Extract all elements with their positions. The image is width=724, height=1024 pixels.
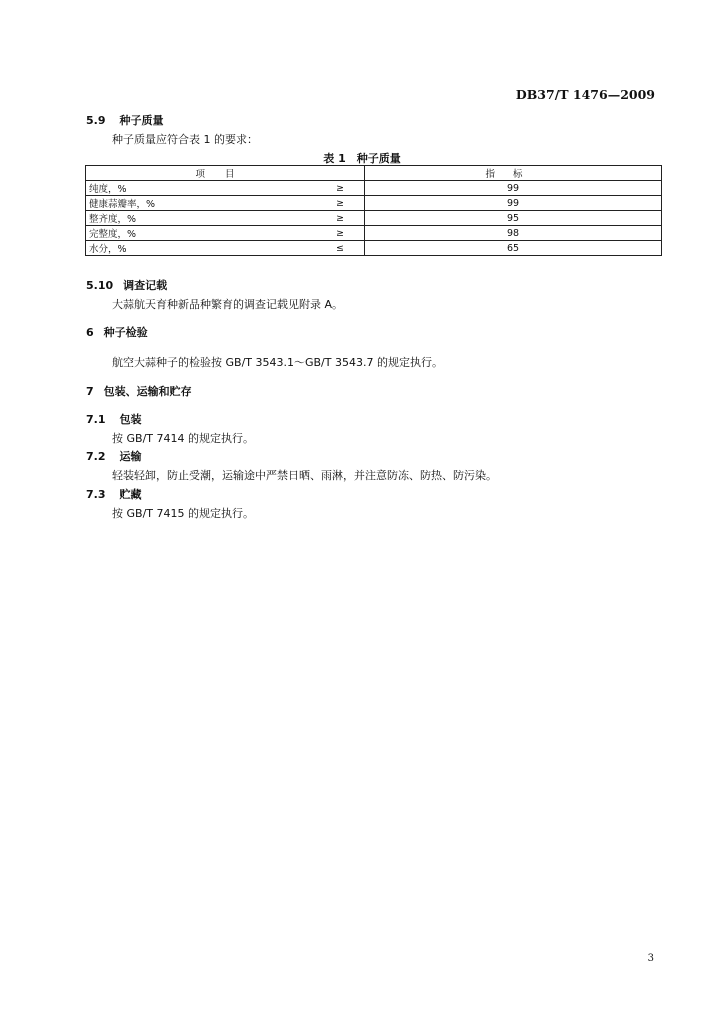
section-number: 7.2 <box>86 450 106 463</box>
section-6-text: 航空大蒜种子的检验按 GB/T 3543.1～GB/T 3543.7 的规定执行。 <box>112 356 443 369</box>
row-value: 99 <box>365 196 662 211</box>
section-7-1-text: 按 GB/T 7414 的规定执行。 <box>112 432 254 445</box>
section-number: 7 <box>86 385 94 398</box>
section-title: 贮藏 <box>119 488 142 501</box>
table-row <box>86 226 662 241</box>
column-header-item: 项目 <box>86 166 365 181</box>
table-row <box>86 196 662 211</box>
section-5-9-text: 种子质量应符合表 1 的要求： <box>112 133 258 146</box>
section-title: 包装、运输和贮存 <box>103 385 192 398</box>
row-item: 整齐度，% <box>86 211 302 226</box>
section-5-9-heading <box>86 112 164 128</box>
section-number: 7.1 <box>86 413 106 426</box>
section-7-2-heading <box>86 448 142 464</box>
page-number: 3 <box>647 953 654 964</box>
section-number: 7.3 <box>86 488 106 501</box>
row-operator: ≥ <box>301 181 365 196</box>
table-row <box>86 241 662 256</box>
row-operator: ≥ <box>301 196 365 211</box>
section-5-10-text: 大蒜航天育种新品种繁育的调查记载见附录 A。 <box>112 298 344 311</box>
row-operator: ≥ <box>301 226 365 241</box>
table-header-row <box>86 166 662 181</box>
section-number: 6 <box>86 326 94 339</box>
section-7-3-text: 按 GB/T 7415 的规定执行。 <box>112 507 254 520</box>
table-row <box>86 211 662 226</box>
seed-quality-table <box>85 165 662 256</box>
section-7-1-heading <box>86 411 142 427</box>
row-item: 水分，% <box>86 241 302 256</box>
section-7-heading <box>86 383 192 399</box>
row-value: 65 <box>365 241 662 256</box>
row-operator: ≥ <box>301 211 365 226</box>
table-row <box>86 181 662 196</box>
row-operator: ≤ <box>301 241 365 256</box>
section-7-2-text: 轻装轻卸，防止受潮，运输途中严禁日晒、雨淋，并注意防冻、防热、防污染。 <box>112 469 497 482</box>
section-number: 5.9 <box>86 114 106 127</box>
row-item: 纯度，% <box>86 181 302 196</box>
column-header-value: 指标 <box>365 166 662 181</box>
standard-number: DB37/T 1476—2009 <box>515 87 655 102</box>
table-caption: 表 1 种子质量 <box>323 152 401 165</box>
row-item: 健康蒜瓣率，% <box>86 196 302 211</box>
section-5-10-heading <box>86 277 167 293</box>
section-title: 种子检验 <box>103 326 148 339</box>
section-title: 调查记载 <box>123 279 168 292</box>
row-value: 99 <box>365 181 662 196</box>
section-title: 运输 <box>119 450 142 463</box>
section-number: 5.10 <box>86 279 114 292</box>
section-6-heading <box>86 324 148 340</box>
section-7-3-heading <box>86 486 142 502</box>
row-value: 95 <box>365 211 662 226</box>
section-title: 包装 <box>119 413 142 426</box>
row-item: 完整度，% <box>86 226 302 241</box>
row-value: 98 <box>365 226 662 241</box>
section-title: 种子质量 <box>119 114 164 127</box>
